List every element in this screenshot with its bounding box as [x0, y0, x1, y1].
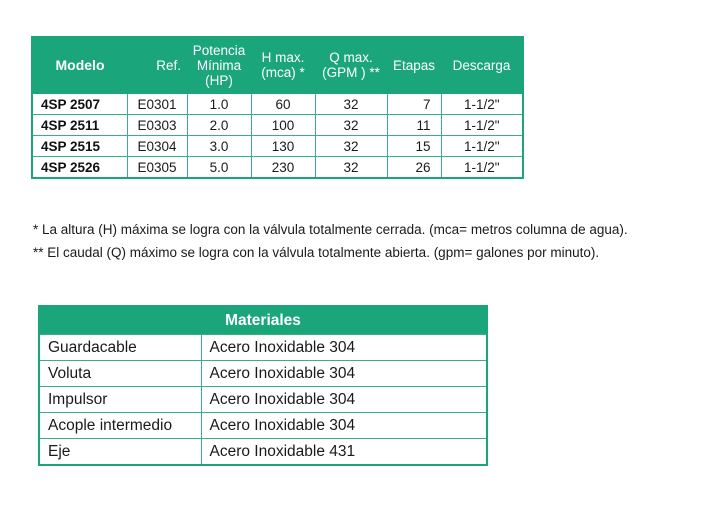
- hp-cell: 5.0: [187, 157, 251, 179]
- note-h-max: * La altura (H) máxima se logra con la válvula totalmente cerrada. (mca= metros columna de agua).: [33, 222, 628, 237]
- hmax-cell: 230: [251, 157, 315, 179]
- header-qmax-line1: Q max.: [329, 50, 373, 65]
- hp-cell: 2.0: [187, 115, 251, 136]
- qmax-cell: 32: [315, 136, 387, 157]
- hp-cell: 3.0: [187, 136, 251, 157]
- etapas-cell: 26: [387, 157, 441, 179]
- note-q-max: ** El caudal (Q) máximo se logra con la válvula totalmente abierta. (gpm= galones por minuto).: [33, 245, 600, 260]
- ref-cell: E0301: [127, 93, 187, 115]
- table-row: [39, 335, 487, 361]
- material-cell: Acero Inoxidable 431: [201, 439, 487, 466]
- header-potencia: [187, 37, 251, 93]
- header-qmax-line2: (GPM ) **: [322, 65, 380, 80]
- header-potencia-line2: Mínima: [196, 57, 242, 73]
- etapas-cell: 11: [387, 115, 441, 136]
- etapas-cell: 15: [387, 136, 441, 157]
- specs-header-row: [32, 37, 523, 93]
- materials-header-row: [39, 306, 487, 335]
- material-cell: Acero Inoxidable 304: [201, 413, 487, 439]
- hp-cell: 1.0: [187, 93, 251, 115]
- header-hmax-line1: H max.: [261, 50, 305, 65]
- hmax-cell: 130: [251, 136, 315, 157]
- table-row: [32, 157, 523, 179]
- model-cell: 4SP 2507: [32, 93, 127, 115]
- pump-specs-table: [31, 36, 524, 179]
- descarga-cell: 1-1/2": [441, 136, 523, 157]
- table-row: [32, 136, 523, 157]
- header-hmax-line2: (mca) *: [261, 65, 305, 80]
- descarga-cell: 1-1/2": [441, 115, 523, 136]
- hmax-cell: 100: [251, 115, 315, 136]
- ref-cell: E0304: [127, 136, 187, 157]
- ref-cell: E0305: [127, 157, 187, 179]
- header-qmax: [315, 37, 387, 93]
- qmax-cell: 32: [315, 157, 387, 179]
- header-ref: Ref.: [127, 37, 187, 93]
- material-cell: Acero Inoxidable 304: [201, 387, 487, 413]
- table-row: [32, 93, 523, 115]
- model-cell: 4SP 2526: [32, 157, 127, 179]
- header-etapas: Etapas: [387, 37, 441, 93]
- hmax-cell: 60: [251, 93, 315, 115]
- materials-table: [38, 305, 488, 466]
- model-cell: 4SP 2511: [32, 115, 127, 136]
- ref-cell: E0303: [127, 115, 187, 136]
- qmax-cell: 32: [315, 93, 387, 115]
- descarga-cell: 1-1/2": [441, 93, 523, 115]
- table-row: [39, 361, 487, 387]
- model-cell: 4SP 2515: [32, 136, 127, 157]
- table-row: [32, 115, 523, 136]
- materials-title: Materiales: [39, 306, 487, 335]
- qmax-cell: 32: [315, 115, 387, 136]
- part-cell: Eje: [39, 439, 201, 466]
- table-row: [39, 439, 487, 466]
- table-row: [39, 387, 487, 413]
- header-potencia-line3: (HP): [205, 72, 233, 88]
- table-row: [39, 413, 487, 439]
- material-cell: Acero Inoxidable 304: [201, 335, 487, 361]
- material-cell: Acero Inoxidable 304: [201, 361, 487, 387]
- part-cell: Guardacable: [39, 335, 201, 361]
- header-descarga: Descarga: [441, 37, 523, 93]
- etapas-cell: 7: [387, 93, 441, 115]
- descarga-cell: 1-1/2": [441, 157, 523, 179]
- part-cell: Acople intermedio: [39, 413, 201, 439]
- part-cell: Voluta: [39, 361, 201, 387]
- header-potencia-line1: Potencia: [192, 42, 246, 58]
- part-cell: Impulsor: [39, 387, 201, 413]
- header-hmax: [251, 37, 315, 93]
- header-modelo: Modelo: [32, 37, 127, 93]
